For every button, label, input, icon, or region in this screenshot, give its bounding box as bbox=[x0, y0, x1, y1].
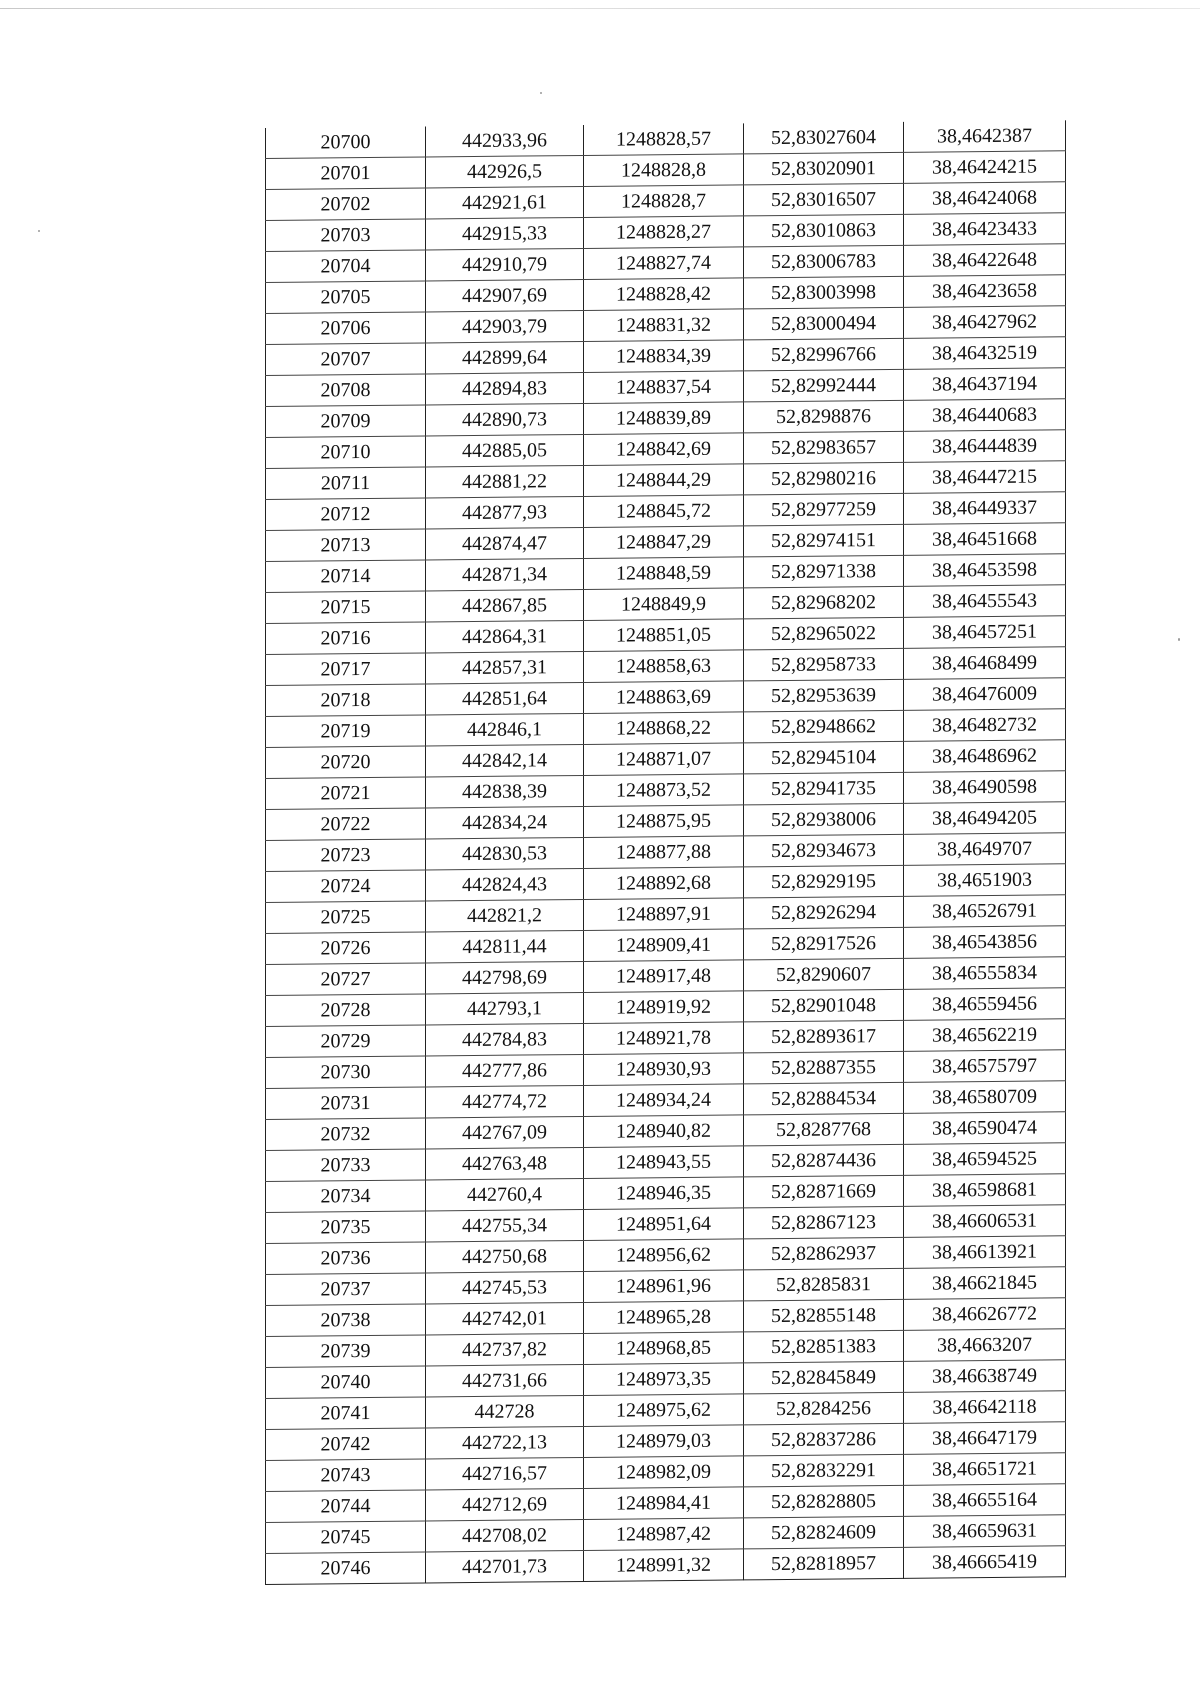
y-coordinate-cell: 1248873,52 bbox=[584, 774, 744, 807]
point-number-cell: 20713 bbox=[266, 529, 426, 562]
point-number-cell: 20739 bbox=[266, 1335, 426, 1368]
latitude-cell: 52,83020901 bbox=[744, 152, 904, 185]
x-coordinate-cell: 442907,69 bbox=[426, 279, 584, 312]
point-number-cell: 20743 bbox=[266, 1459, 426, 1492]
x-coordinate-cell: 442763,48 bbox=[426, 1147, 584, 1180]
latitude-cell: 52,8285831 bbox=[744, 1268, 904, 1301]
longitude-cell: 38,46447215 bbox=[904, 461, 1066, 494]
longitude-cell: 38,46555834 bbox=[904, 957, 1066, 990]
longitude-cell: 38,46424068 bbox=[904, 182, 1066, 215]
latitude-cell: 52,82945104 bbox=[744, 741, 904, 774]
latitude-cell: 52,82901048 bbox=[744, 989, 904, 1022]
latitude-cell: 52,82980216 bbox=[744, 462, 904, 495]
point-number-cell: 20728 bbox=[266, 994, 426, 1027]
y-coordinate-cell: 1248961,96 bbox=[584, 1270, 744, 1303]
y-coordinate-cell: 1248845,72 bbox=[584, 495, 744, 528]
y-coordinate-cell: 1248828,8 bbox=[584, 154, 744, 187]
x-coordinate-cell: 442874,47 bbox=[426, 527, 584, 560]
scan-top-edge bbox=[0, 8, 1200, 9]
x-coordinate-cell: 442742,01 bbox=[426, 1302, 584, 1335]
latitude-cell: 52,82867123 bbox=[744, 1206, 904, 1239]
y-coordinate-cell: 1248979,03 bbox=[584, 1425, 744, 1458]
point-number-cell: 20700 bbox=[266, 126, 426, 158]
x-coordinate-cell: 442745,53 bbox=[426, 1271, 584, 1304]
longitude-cell: 38,46590474 bbox=[904, 1112, 1066, 1145]
y-coordinate-cell: 1248828,27 bbox=[584, 216, 744, 249]
point-number-cell: 20708 bbox=[266, 374, 426, 407]
y-coordinate-cell: 1248991,32 bbox=[584, 1549, 744, 1582]
x-coordinate-cell: 442708,02 bbox=[426, 1519, 584, 1552]
y-coordinate-cell: 1248919,92 bbox=[584, 991, 744, 1024]
point-number-cell: 20735 bbox=[266, 1211, 426, 1244]
point-number-cell: 20740 bbox=[266, 1366, 426, 1399]
longitude-cell: 38,46575797 bbox=[904, 1050, 1066, 1083]
longitude-cell: 38,46424215 bbox=[904, 151, 1066, 184]
x-coordinate-cell: 442851,64 bbox=[426, 682, 584, 715]
latitude-cell: 52,82968202 bbox=[744, 586, 904, 619]
y-coordinate-cell: 1248940,82 bbox=[584, 1115, 744, 1148]
point-number-cell: 20710 bbox=[266, 436, 426, 469]
point-number-cell: 20745 bbox=[266, 1521, 426, 1554]
x-coordinate-cell: 442712,69 bbox=[426, 1488, 584, 1521]
point-number-cell: 20709 bbox=[266, 405, 426, 438]
x-coordinate-cell: 442830,53 bbox=[426, 837, 584, 870]
longitude-cell: 38,46606531 bbox=[904, 1205, 1066, 1238]
x-coordinate-cell: 442701,73 bbox=[426, 1550, 584, 1583]
x-coordinate-cell: 442716,57 bbox=[426, 1457, 584, 1490]
point-number-cell: 20719 bbox=[266, 715, 426, 748]
latitude-cell: 52,82965022 bbox=[744, 617, 904, 650]
coordinates-table-body bbox=[266, 120, 1066, 1584]
latitude-cell: 52,82871669 bbox=[744, 1175, 904, 1208]
y-coordinate-cell: 1248837,54 bbox=[584, 371, 744, 404]
point-number-cell: 20734 bbox=[266, 1180, 426, 1213]
latitude-cell: 52,82917526 bbox=[744, 927, 904, 960]
y-coordinate-cell: 1248828,7 bbox=[584, 185, 744, 218]
latitude-cell: 52,82818957 bbox=[744, 1547, 904, 1580]
x-coordinate-cell: 442767,09 bbox=[426, 1116, 584, 1149]
point-number-cell: 20711 bbox=[266, 467, 426, 500]
longitude-cell: 38,46432519 bbox=[904, 337, 1066, 370]
x-coordinate-cell: 442824,43 bbox=[426, 868, 584, 901]
latitude-cell: 52,8284256 bbox=[744, 1392, 904, 1425]
latitude-cell: 52,82974151 bbox=[744, 524, 904, 557]
latitude-cell: 52,83016507 bbox=[744, 183, 904, 216]
point-number-cell: 20715 bbox=[266, 591, 426, 624]
scan-speck bbox=[1178, 638, 1180, 641]
point-number-cell: 20729 bbox=[266, 1025, 426, 1058]
latitude-cell: 52,8290607 bbox=[744, 958, 904, 991]
y-coordinate-cell: 1248849,9 bbox=[584, 588, 744, 621]
latitude-cell: 52,82941735 bbox=[744, 772, 904, 805]
longitude-cell: 38,46422648 bbox=[904, 244, 1066, 277]
latitude-cell: 52,8287768 bbox=[744, 1113, 904, 1146]
x-coordinate-cell: 442811,44 bbox=[426, 930, 584, 963]
point-number-cell: 20714 bbox=[266, 560, 426, 593]
longitude-cell: 38,46437194 bbox=[904, 368, 1066, 401]
point-number-cell: 20724 bbox=[266, 870, 426, 903]
x-coordinate-cell: 442926,5 bbox=[426, 155, 584, 188]
x-coordinate-cell: 442846,1 bbox=[426, 713, 584, 746]
latitude-cell: 52,83010863 bbox=[744, 214, 904, 247]
latitude-cell: 52,82851383 bbox=[744, 1330, 904, 1363]
longitude-cell: 38,46440683 bbox=[904, 399, 1066, 432]
longitude-cell: 38,46659631 bbox=[904, 1515, 1066, 1548]
longitude-cell: 38,46647179 bbox=[904, 1422, 1066, 1455]
longitude-cell: 38,46526791 bbox=[904, 895, 1066, 928]
y-coordinate-cell: 1248828,57 bbox=[584, 123, 744, 155]
longitude-cell: 38,46455543 bbox=[904, 585, 1066, 618]
point-number-cell: 20744 bbox=[266, 1490, 426, 1523]
y-coordinate-cell: 1248831,32 bbox=[584, 309, 744, 342]
latitude-cell: 52,82929195 bbox=[744, 865, 904, 898]
point-number-cell: 20718 bbox=[266, 684, 426, 717]
longitude-cell: 38,46626772 bbox=[904, 1298, 1066, 1331]
point-number-cell: 20706 bbox=[266, 312, 426, 345]
point-number-cell: 20722 bbox=[266, 808, 426, 841]
point-number-cell: 20732 bbox=[266, 1118, 426, 1151]
latitude-cell: 52,82992444 bbox=[744, 369, 904, 402]
y-coordinate-cell: 1248982,09 bbox=[584, 1456, 744, 1489]
latitude-cell: 52,82948662 bbox=[744, 710, 904, 743]
x-coordinate-cell: 442867,85 bbox=[426, 589, 584, 622]
latitude-cell: 52,82983657 bbox=[744, 431, 904, 464]
latitude-cell: 52,82958733 bbox=[744, 648, 904, 681]
x-coordinate-cell: 442838,39 bbox=[426, 775, 584, 808]
longitude-cell: 38,46642118 bbox=[904, 1391, 1066, 1424]
y-coordinate-cell: 1248934,24 bbox=[584, 1084, 744, 1117]
x-coordinate-cell: 442857,31 bbox=[426, 651, 584, 684]
longitude-cell: 38,46427962 bbox=[904, 306, 1066, 339]
y-coordinate-cell: 1248827,74 bbox=[584, 247, 744, 280]
x-coordinate-cell: 442728 bbox=[426, 1395, 584, 1428]
point-number-cell: 20705 bbox=[266, 281, 426, 314]
longitude-cell: 38,4651903 bbox=[904, 864, 1066, 897]
y-coordinate-cell: 1248892,68 bbox=[584, 867, 744, 900]
y-coordinate-cell: 1248987,42 bbox=[584, 1518, 744, 1551]
point-number-cell: 20725 bbox=[266, 901, 426, 934]
latitude-cell: 52,82893617 bbox=[744, 1020, 904, 1053]
x-coordinate-cell: 442915,33 bbox=[426, 217, 584, 250]
x-coordinate-cell: 442881,22 bbox=[426, 465, 584, 498]
point-number-cell: 20717 bbox=[266, 653, 426, 686]
point-number-cell: 20701 bbox=[266, 157, 426, 190]
y-coordinate-cell: 1248943,55 bbox=[584, 1146, 744, 1179]
y-coordinate-cell: 1248851,05 bbox=[584, 619, 744, 652]
x-coordinate-cell: 442894,83 bbox=[426, 372, 584, 405]
x-coordinate-cell: 442910,79 bbox=[426, 248, 584, 281]
longitude-cell: 38,4663207 bbox=[904, 1329, 1066, 1362]
y-coordinate-cell: 1248847,29 bbox=[584, 526, 744, 559]
y-coordinate-cell: 1248875,95 bbox=[584, 805, 744, 838]
longitude-cell: 38,46457251 bbox=[904, 616, 1066, 649]
y-coordinate-cell: 1248877,88 bbox=[584, 836, 744, 869]
latitude-cell: 52,82845849 bbox=[744, 1361, 904, 1394]
point-number-cell: 20704 bbox=[266, 250, 426, 283]
y-coordinate-cell: 1248871,07 bbox=[584, 743, 744, 776]
longitude-cell: 38,46598681 bbox=[904, 1174, 1066, 1207]
scan-speck bbox=[540, 92, 542, 94]
table-row bbox=[266, 1546, 1066, 1585]
y-coordinate-cell: 1248834,39 bbox=[584, 340, 744, 373]
point-number-cell: 20726 bbox=[266, 932, 426, 965]
latitude-cell: 52,82953639 bbox=[744, 679, 904, 712]
x-coordinate-cell: 442750,68 bbox=[426, 1240, 584, 1273]
latitude-cell: 52,83027604 bbox=[744, 122, 904, 154]
x-coordinate-cell: 442864,31 bbox=[426, 620, 584, 653]
longitude-cell: 38,46482732 bbox=[904, 709, 1066, 742]
point-number-cell: 20741 bbox=[266, 1397, 426, 1430]
x-coordinate-cell: 442903,79 bbox=[426, 310, 584, 343]
y-coordinate-cell: 1248828,42 bbox=[584, 278, 744, 311]
y-coordinate-cell: 1248984,41 bbox=[584, 1487, 744, 1520]
x-coordinate-cell: 442722,13 bbox=[426, 1426, 584, 1459]
longitude-cell: 38,46613921 bbox=[904, 1236, 1066, 1269]
point-number-cell: 20746 bbox=[266, 1552, 426, 1585]
latitude-cell: 52,82926294 bbox=[744, 896, 904, 929]
y-coordinate-cell: 1248946,35 bbox=[584, 1177, 744, 1210]
longitude-cell: 38,46476009 bbox=[904, 678, 1066, 711]
latitude-cell: 52,82884534 bbox=[744, 1082, 904, 1115]
longitude-cell: 38,46580709 bbox=[904, 1081, 1066, 1114]
longitude-cell: 38,4649707 bbox=[904, 833, 1066, 866]
y-coordinate-cell: 1248930,93 bbox=[584, 1053, 744, 1086]
latitude-cell: 52,82934673 bbox=[744, 834, 904, 867]
longitude-cell: 38,46621845 bbox=[904, 1267, 1066, 1300]
latitude-cell: 52,82971338 bbox=[744, 555, 904, 588]
point-number-cell: 20730 bbox=[266, 1056, 426, 1089]
longitude-cell: 38,46562219 bbox=[904, 1019, 1066, 1052]
y-coordinate-cell: 1248917,48 bbox=[584, 960, 744, 993]
latitude-cell: 52,82855148 bbox=[744, 1299, 904, 1332]
coordinates-table-wrapper bbox=[265, 120, 1066, 1585]
longitude-cell: 38,46490598 bbox=[904, 771, 1066, 804]
latitude-cell: 52,83003998 bbox=[744, 276, 904, 309]
longitude-cell: 38,46665419 bbox=[904, 1546, 1066, 1579]
longitude-cell: 38,46423433 bbox=[904, 213, 1066, 246]
x-coordinate-cell: 442760,4 bbox=[426, 1178, 584, 1211]
x-coordinate-cell: 442784,83 bbox=[426, 1023, 584, 1056]
x-coordinate-cell: 442834,24 bbox=[426, 806, 584, 839]
latitude-cell: 52,82824609 bbox=[744, 1516, 904, 1549]
x-coordinate-cell: 442921,61 bbox=[426, 186, 584, 219]
longitude-cell: 38,46451668 bbox=[904, 523, 1066, 556]
x-coordinate-cell: 442737,82 bbox=[426, 1333, 584, 1366]
latitude-cell: 52,83000494 bbox=[744, 307, 904, 340]
point-number-cell: 20720 bbox=[266, 746, 426, 779]
x-coordinate-cell: 442842,14 bbox=[426, 744, 584, 777]
longitude-cell: 38,46559456 bbox=[904, 988, 1066, 1021]
x-coordinate-cell: 442774,72 bbox=[426, 1085, 584, 1118]
x-coordinate-cell: 442899,64 bbox=[426, 341, 584, 374]
longitude-cell: 38,46594525 bbox=[904, 1143, 1066, 1176]
y-coordinate-cell: 1248848,59 bbox=[584, 557, 744, 590]
longitude-cell: 38,46468499 bbox=[904, 647, 1066, 680]
point-number-cell: 20727 bbox=[266, 963, 426, 996]
point-number-cell: 20721 bbox=[266, 777, 426, 810]
latitude-cell: 52,82996766 bbox=[744, 338, 904, 371]
x-coordinate-cell: 442793,1 bbox=[426, 992, 584, 1025]
longitude-cell: 38,46651721 bbox=[904, 1453, 1066, 1486]
point-number-cell: 20737 bbox=[266, 1273, 426, 1306]
longitude-cell: 38,46449337 bbox=[904, 492, 1066, 525]
longitude-cell: 38,46453598 bbox=[904, 554, 1066, 587]
y-coordinate-cell: 1248951,64 bbox=[584, 1208, 744, 1241]
longitude-cell: 38,46423658 bbox=[904, 275, 1066, 308]
latitude-cell: 52,82832291 bbox=[744, 1454, 904, 1487]
latitude-cell: 52,8298876 bbox=[744, 400, 904, 433]
longitude-cell: 38,46655164 bbox=[904, 1484, 1066, 1517]
y-coordinate-cell: 1248965,28 bbox=[584, 1301, 744, 1334]
point-number-cell: 20742 bbox=[266, 1428, 426, 1461]
point-number-cell: 20731 bbox=[266, 1087, 426, 1120]
latitude-cell: 52,82977259 bbox=[744, 493, 904, 526]
longitude-cell: 38,46494205 bbox=[904, 802, 1066, 835]
point-number-cell: 20707 bbox=[266, 343, 426, 376]
x-coordinate-cell: 442871,34 bbox=[426, 558, 584, 591]
longitude-cell: 38,46444839 bbox=[904, 430, 1066, 463]
x-coordinate-cell: 442933,96 bbox=[426, 125, 584, 157]
latitude-cell: 52,82828805 bbox=[744, 1485, 904, 1518]
y-coordinate-cell: 1248968,85 bbox=[584, 1332, 744, 1365]
y-coordinate-cell: 1248863,69 bbox=[584, 681, 744, 714]
x-coordinate-cell: 442890,73 bbox=[426, 403, 584, 436]
y-coordinate-cell: 1248842,69 bbox=[584, 433, 744, 466]
longitude-cell: 38,46543856 bbox=[904, 926, 1066, 959]
latitude-cell: 52,82938006 bbox=[744, 803, 904, 836]
latitude-cell: 52,82837286 bbox=[744, 1423, 904, 1456]
y-coordinate-cell: 1248909,41 bbox=[584, 929, 744, 962]
x-coordinate-cell: 442777,86 bbox=[426, 1054, 584, 1087]
point-number-cell: 20716 bbox=[266, 622, 426, 655]
y-coordinate-cell: 1248921,78 bbox=[584, 1022, 744, 1055]
scan-speck bbox=[38, 230, 40, 232]
x-coordinate-cell: 442885,05 bbox=[426, 434, 584, 467]
y-coordinate-cell: 1248858,63 bbox=[584, 650, 744, 683]
y-coordinate-cell: 1248973,35 bbox=[584, 1363, 744, 1396]
point-number-cell: 20702 bbox=[266, 188, 426, 221]
y-coordinate-cell: 1248975,62 bbox=[584, 1394, 744, 1427]
y-coordinate-cell: 1248839,89 bbox=[584, 402, 744, 435]
latitude-cell: 52,82874436 bbox=[744, 1144, 904, 1177]
latitude-cell: 52,82862937 bbox=[744, 1237, 904, 1270]
latitude-cell: 52,83006783 bbox=[744, 245, 904, 278]
coordinates-table bbox=[265, 120, 1066, 1585]
point-number-cell: 20736 bbox=[266, 1242, 426, 1275]
y-coordinate-cell: 1248956,62 bbox=[584, 1239, 744, 1272]
point-number-cell: 20712 bbox=[266, 498, 426, 531]
y-coordinate-cell: 1248897,91 bbox=[584, 898, 744, 931]
x-coordinate-cell: 442731,66 bbox=[426, 1364, 584, 1397]
point-number-cell: 20723 bbox=[266, 839, 426, 872]
y-coordinate-cell: 1248844,29 bbox=[584, 464, 744, 497]
point-number-cell: 20733 bbox=[266, 1149, 426, 1182]
longitude-cell: 38,4642387 bbox=[904, 120, 1066, 152]
x-coordinate-cell: 442798,69 bbox=[426, 961, 584, 994]
x-coordinate-cell: 442877,93 bbox=[426, 496, 584, 529]
x-coordinate-cell: 442821,2 bbox=[426, 899, 584, 932]
longitude-cell: 38,46638749 bbox=[904, 1360, 1066, 1393]
longitude-cell: 38,46486962 bbox=[904, 740, 1066, 773]
point-number-cell: 20703 bbox=[266, 219, 426, 252]
x-coordinate-cell: 442755,34 bbox=[426, 1209, 584, 1242]
y-coordinate-cell: 1248868,22 bbox=[584, 712, 744, 745]
latitude-cell: 52,82887355 bbox=[744, 1051, 904, 1084]
point-number-cell: 20738 bbox=[266, 1304, 426, 1337]
